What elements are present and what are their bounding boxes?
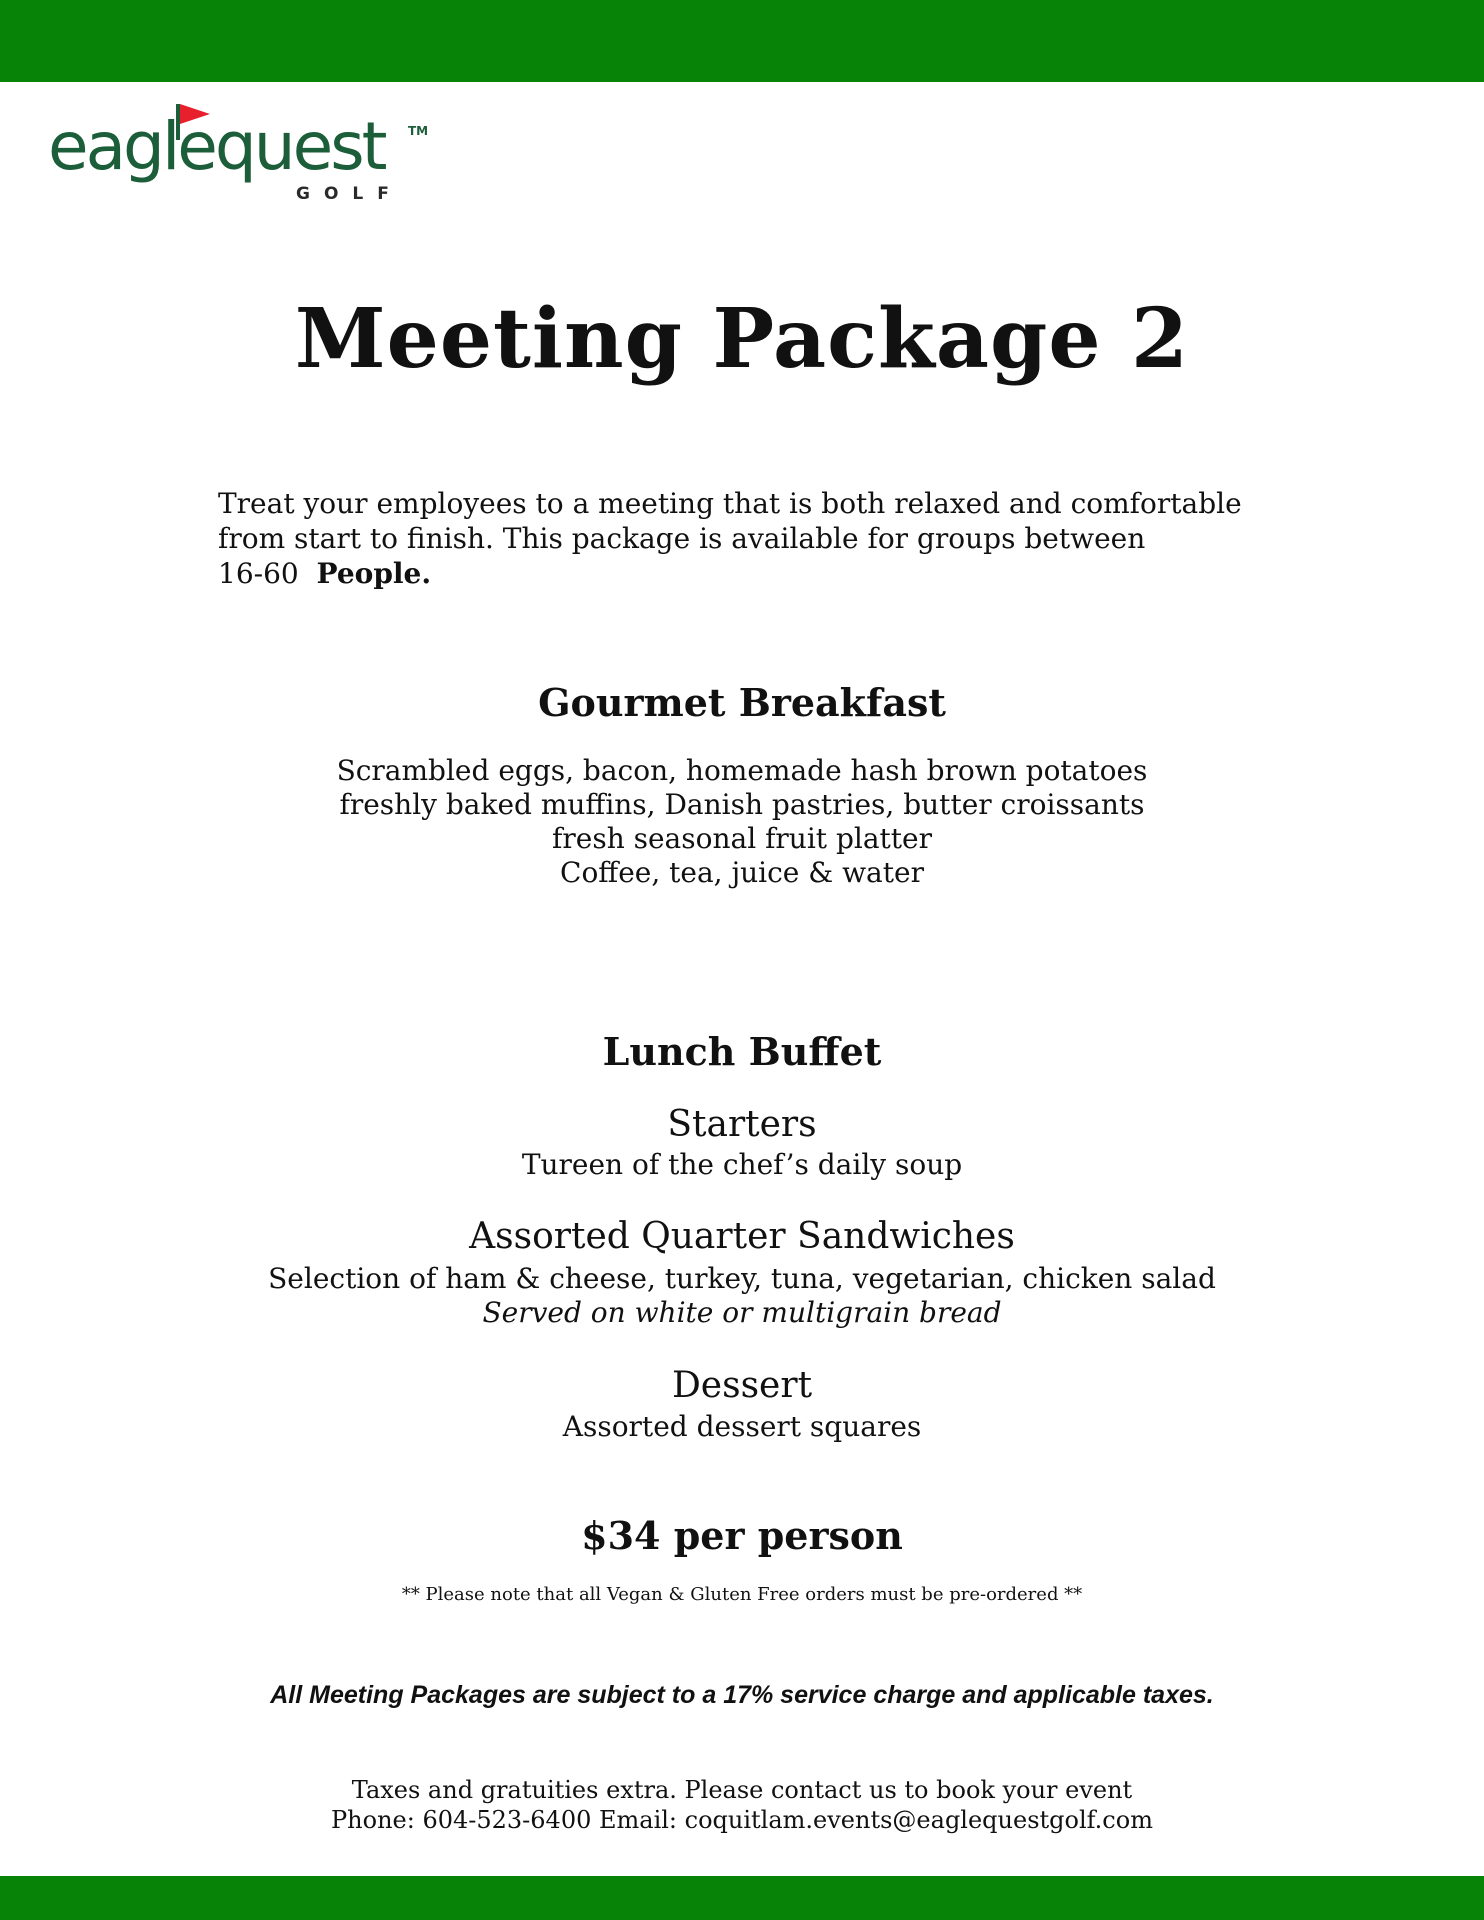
page-title: Meeting Package 2 bbox=[294, 291, 1190, 387]
breakfast-item: Scrambled eggs, bacon, homemade hash brown potatoes bbox=[336, 754, 1148, 787]
contact-line-2: Phone: 604-523-6400 Email: coquitlam.events@eaglequestgolf.com bbox=[331, 1806, 1153, 1834]
group-range: 16-60 bbox=[218, 557, 299, 590]
service-charge-note: All Meeting Packages are subject to a 17% service charge and applicable taxes. bbox=[270, 1681, 1214, 1709]
intro-line-2: from start to finish. This package is available for groups between bbox=[218, 522, 1146, 555]
people-label: People. bbox=[316, 557, 432, 590]
bottom-green-band bbox=[0, 1876, 1484, 1920]
breakfast-items bbox=[0, 754, 1484, 890]
sandwiches-title: Assorted Quarter Sandwiches bbox=[469, 1216, 1015, 1257]
dessert-desc: Assorted dessert squares bbox=[562, 1410, 922, 1443]
contact-block bbox=[0, 1775, 1484, 1835]
intro-paragraph bbox=[218, 486, 1278, 591]
dessert-title: Dessert bbox=[671, 1365, 813, 1406]
sandwiches-bread-note: Served on white or multigrain bread bbox=[482, 1296, 1002, 1329]
logo-wordmark: eaglequest bbox=[48, 108, 385, 185]
lunch-heading: Lunch Buffet bbox=[602, 1029, 882, 1074]
diet-note: ** Please note that all Vegan & Gluten Free orders must be pre-ordered ** bbox=[401, 1584, 1083, 1605]
breakfast-heading: Gourmet Breakfast bbox=[538, 680, 946, 725]
starters-desc: Tureen of the chef’s daily soup bbox=[521, 1148, 963, 1181]
top-green-band bbox=[0, 0, 1484, 82]
logo-trademark: TM bbox=[408, 124, 429, 138]
breakfast-item: fresh seasonal fruit platter bbox=[552, 822, 932, 855]
contact-line-1: Taxes and gratuities extra. Please contact us to book your event bbox=[351, 1776, 1133, 1804]
breakfast-item: Coffee, tea, juice & water bbox=[560, 856, 924, 889]
breakfast-item: freshly baked muffins, Danish pastries, butter croissants bbox=[339, 788, 1145, 821]
eaglequest-golf-logo bbox=[48, 100, 428, 210]
price: $34 per person bbox=[581, 1513, 903, 1558]
logo-subtitle: GOLF bbox=[296, 184, 403, 204]
starters-title: Starters bbox=[667, 1104, 817, 1145]
sandwiches-desc: Selection of ham & cheese, turkey, tuna, vegetarian, chicken salad bbox=[268, 1262, 1216, 1295]
intro-line-3 bbox=[218, 556, 1278, 591]
intro-line-1: Treat your employees to a meeting that is both relaxed and comfortable bbox=[218, 487, 1242, 520]
